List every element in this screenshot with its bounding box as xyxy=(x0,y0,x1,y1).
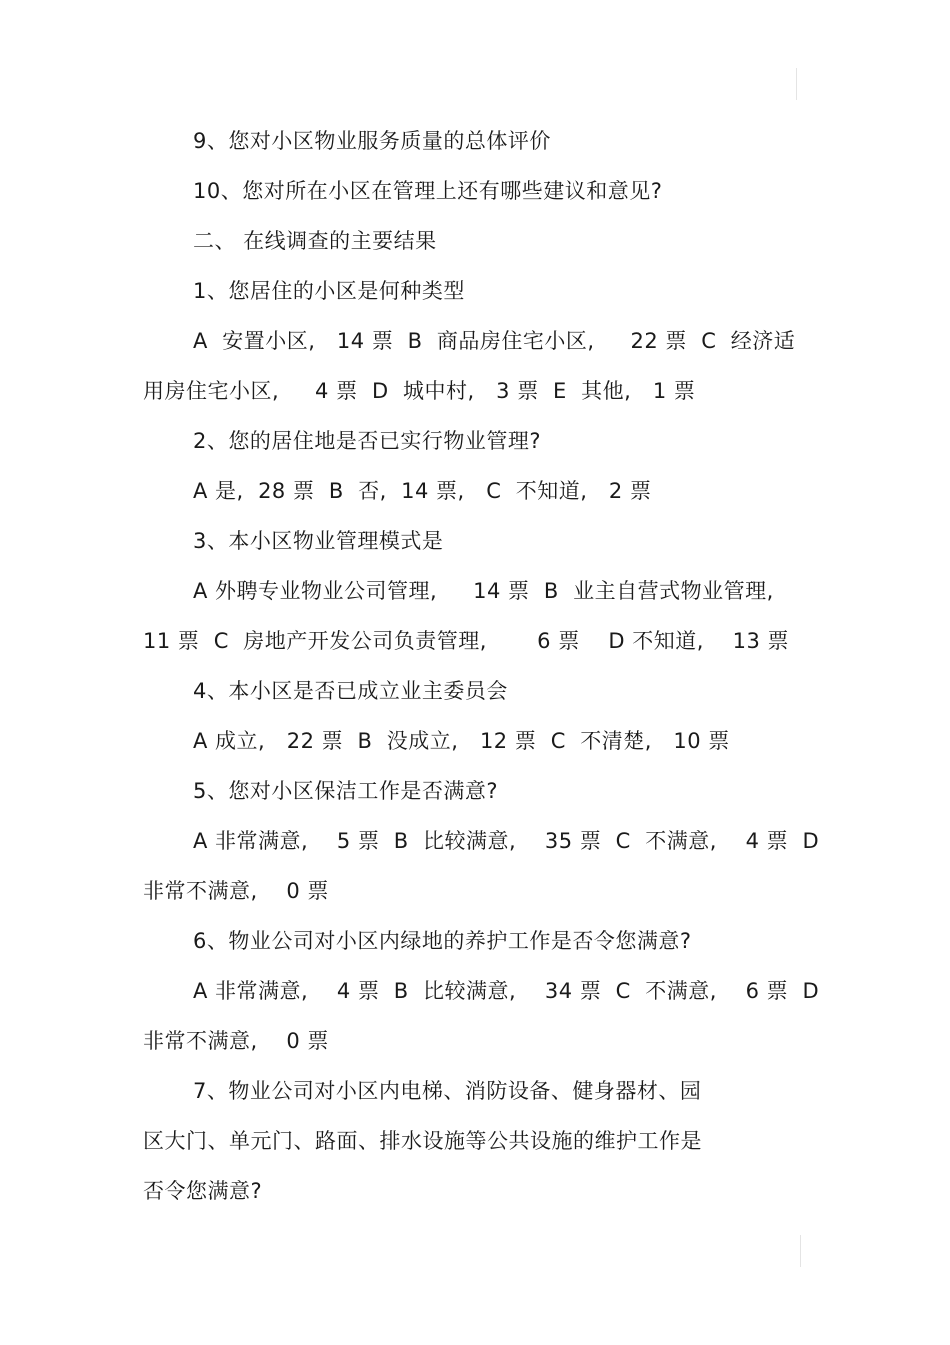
result-question-6: 6、物业公司对小区内绿地的养护工作是否令您满意? xyxy=(193,929,692,953)
result-answer-3-line-2: 11 票 C 房地产开发公司负责管理, 6 票 D 不知道, 13 票 xyxy=(143,629,790,653)
result-answer-1-line-1: A 安置小区, 14 票 B 商品房住宅小区, 22 票 C 经济适 xyxy=(193,329,796,353)
result-question-5: 5、您对小区保洁工作是否满意? xyxy=(193,779,499,803)
result-answer-5-line-2: 非常不满意, 0 票 xyxy=(143,879,329,903)
question-10: 10、您对所在小区在管理上还有哪些建议和意见? xyxy=(193,179,663,203)
result-question-1: 1、您居住的小区是何种类型 xyxy=(193,279,465,303)
page-edge-mark-top xyxy=(796,68,797,100)
result-question-7-line-1: 7、物业公司对小区内电梯、消防设备、健身器材、园 xyxy=(193,1079,702,1103)
result-answer-1-line-2: 用房住宅小区, 4 票 D 城中村, 3 票 E 其他, 1 票 xyxy=(143,379,696,403)
result-answer-5-line-1: A 非常满意, 5 票 B 比较满意, 35 票 C 不满意, 4 票 D xyxy=(193,829,820,853)
result-answer-6-line-2: 非常不满意, 0 票 xyxy=(143,1029,329,1053)
section-heading-results: 二、 在线调查的主要结果 xyxy=(193,229,437,253)
result-question-7-line-3: 否令您满意? xyxy=(143,1179,263,1203)
page-edge-mark-bottom xyxy=(800,1235,801,1267)
result-answer-2: A 是, 28 票 B 否, 14 票, C 不知道, 2 票 xyxy=(193,479,652,503)
result-question-2: 2、您的居住地是否已实行物业管理? xyxy=(193,429,542,453)
result-answer-3-line-1: A 外聘专业物业公司管理, 14 票 B 业主自营式物业管理, xyxy=(193,579,774,603)
result-question-3: 3、本小区物业管理模式是 xyxy=(193,529,444,553)
result-question-4: 4、本小区是否已成立业主委员会 xyxy=(193,679,508,703)
result-answer-6-line-1: A 非常满意, 4 票 B 比较满意, 34 票 C 不满意, 6 票 D xyxy=(193,979,820,1003)
result-question-7-line-2: 区大门、单元门、路面、排水设施等公共设施的维护工作是 xyxy=(143,1129,702,1153)
question-9: 9、您对小区物业服务质量的总体评价 xyxy=(193,129,551,153)
result-answer-4: A 成立, 22 票 B 没成立, 12 票 C 不清楚, 10 票 xyxy=(193,729,730,753)
